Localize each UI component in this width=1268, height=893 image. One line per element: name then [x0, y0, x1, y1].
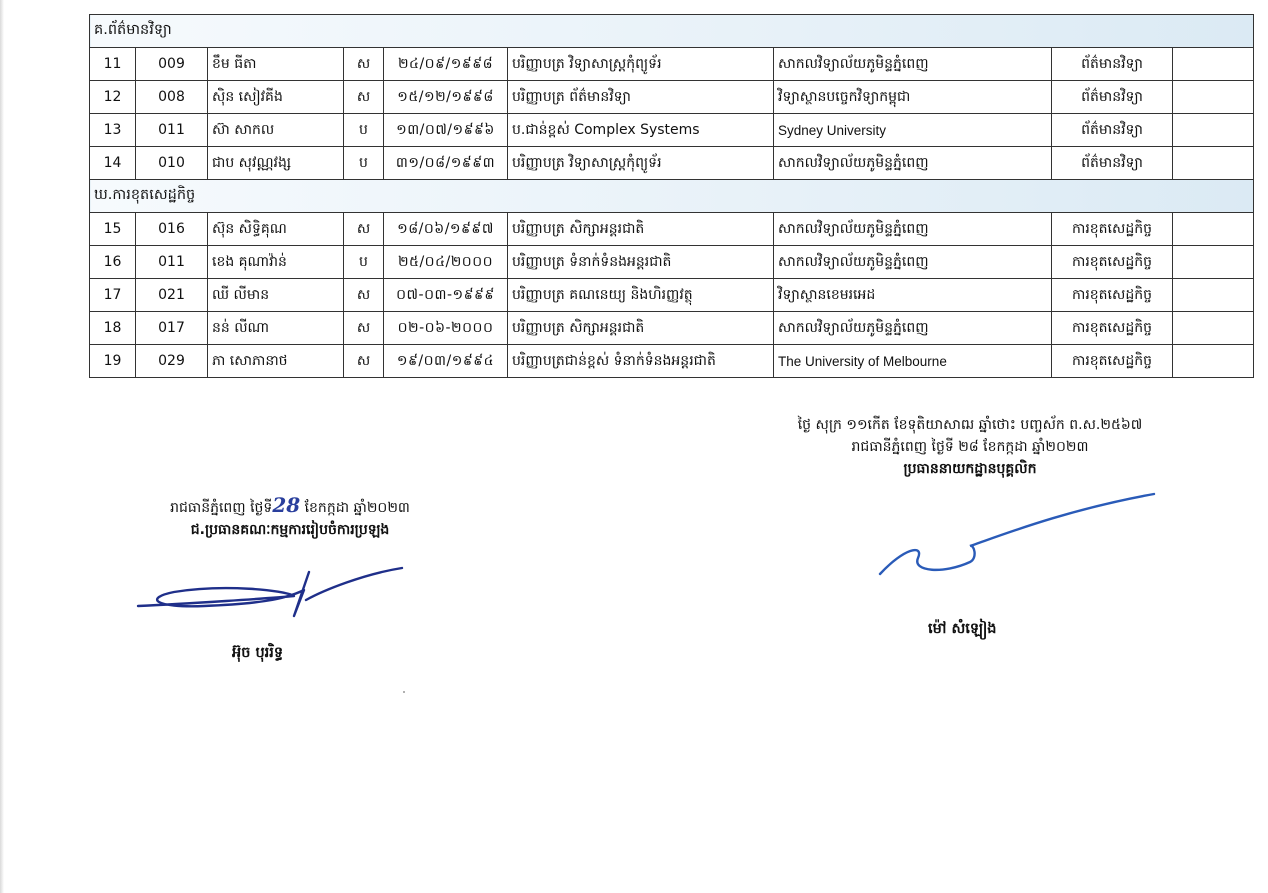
candidate-department: ការខុតសេដ្ឋកិច្ច [1052, 213, 1173, 246]
row-number: 14 [90, 147, 136, 180]
table-row [90, 246, 1254, 279]
signature-block-left [130, 494, 450, 541]
candidate-department: ការខុតសេដ្ឋកិច្ច [1052, 312, 1173, 345]
row-number: 16 [90, 246, 136, 279]
candidate-dob: ១៥/១២/១៩៩៨ [384, 81, 508, 114]
candidate-sex: ស [344, 312, 384, 345]
row-number: 18 [90, 312, 136, 345]
candidate-degree: បរិញ្ញាបត្រ ព័ត៌មានវិទ្យា [508, 81, 774, 114]
candidate-name: ឈី លីមាន [208, 279, 344, 312]
candidate-name: ស៊ុន សិទ្ធិគុណ [208, 213, 344, 246]
notes-cell [1173, 246, 1254, 279]
candidate-department: ព័ត៌មានវិទ្យា [1052, 114, 1173, 147]
candidate-institution: Sydney University [774, 114, 1052, 147]
candidate-id: 011 [136, 114, 208, 147]
candidate-sex: ស [344, 213, 384, 246]
candidate-dob: ០២-០៦-២០០០ [384, 312, 508, 345]
candidate-id: 009 [136, 48, 208, 81]
section-header-economics [90, 180, 1254, 213]
candidate-institution: សាកលវិទ្យាល័យភូមិន្ទភ្នំពេញ [774, 147, 1052, 180]
signer-name-left: អ៊ុច បុររិទ្ធ [232, 645, 284, 661]
candidate-dob: ១៨/០៦/១៩៩៧ [384, 213, 508, 246]
table-row [90, 114, 1254, 147]
candidate-degree: បរិញ្ញាបត្រជាន់ខ្ពស់ ទំនាក់ទំនងអន្តរជាតិ [508, 345, 774, 378]
signer-name-right: ម៉ៅ សំឡៀង [928, 621, 997, 637]
candidate-sex: ប [344, 147, 384, 180]
row-number: 13 [90, 114, 136, 147]
candidate-sex: ប [344, 114, 384, 147]
row-number: 17 [90, 279, 136, 312]
section-title: ឃ.ការខុតសេដ្ឋកិច្ច [90, 180, 1254, 213]
candidate-sex: ស [344, 81, 384, 114]
candidate-institution: The University of Melbourne [774, 345, 1052, 378]
table-row [90, 147, 1254, 180]
candidate-id: 010 [136, 147, 208, 180]
handwritten-day: 28 [272, 493, 301, 517]
date-line [130, 494, 450, 519]
candidate-degree: បរិញ្ញាបត្រ គណនេយ្យ និងហិរញ្ញវត្ថុ [508, 279, 774, 312]
candidate-institution: វិទ្យាស្ថានបច្ចេកវិទ្យាកម្ពុជា [774, 81, 1052, 114]
table-row [90, 312, 1254, 345]
candidate-department: ការខុតសេដ្ឋកិច្ច [1052, 246, 1173, 279]
table-row [90, 48, 1254, 81]
table-row [90, 279, 1254, 312]
candidate-dob: ១៣/០៧/១៩៩៦ [384, 114, 508, 147]
notes-cell [1173, 213, 1254, 246]
candidate-department: ព័ត៌មានវិទ្យា [1052, 81, 1173, 114]
candidate-institution: សាកលវិទ្យាល័យភូមិន្ទភ្នំពេញ [774, 246, 1052, 279]
notes-cell [1173, 345, 1254, 378]
signer-title: ជ.ប្រធានគណៈកម្មការរៀបចំការប្រឡង [190, 522, 390, 538]
candidate-id: 008 [136, 81, 208, 114]
candidate-sex: ស [344, 48, 384, 81]
candidate-department: ការខុតសេដ្ឋកិច្ច [1052, 345, 1173, 378]
notes-cell [1173, 81, 1254, 114]
table-row [90, 213, 1254, 246]
candidate-degree: បរិញ្ញាបត្រ វិទ្យាសាស្ត្រកុំព្យូទ័រ [508, 147, 774, 180]
candidate-institution: សាកលវិទ្យាល័យភូមិន្ទភ្នំពេញ [774, 213, 1052, 246]
candidate-degree: បរិញ្ញាបត្រ សិក្សាអន្តរជាតិ [508, 213, 774, 246]
candidate-department: ការខុតសេដ្ឋកិច្ច [1052, 279, 1173, 312]
candidate-name: ស៊ា សាកល [208, 114, 344, 147]
row-number: 11 [90, 48, 136, 81]
candidate-dob: ៣១/០៨/១៩៩៣ [384, 147, 508, 180]
candidate-degree: បរិញ្ញាបត្រ វិទ្យាសាស្ត្រកុំព្យូទ័រ [508, 48, 774, 81]
date-prefix: រាជធានីភ្នំពេញ ថ្ងៃទី [170, 500, 273, 516]
candidate-id: 017 [136, 312, 208, 345]
row-number: 19 [90, 345, 136, 378]
section-title: គ.ព័ត៌មានវិទ្យា [90, 15, 1254, 48]
candidate-department: ព័ត៌មានវិទ្យា [1052, 147, 1173, 180]
candidate-sex: ប [344, 246, 384, 279]
candidate-id: 016 [136, 213, 208, 246]
row-number: 12 [90, 81, 136, 114]
scan-speck [403, 691, 405, 693]
notes-cell [1173, 114, 1254, 147]
signature-left-handwritten [134, 560, 409, 630]
date-line: រាជធានីភ្នំពេញ ថ្ងៃទី ២៨ ខែកក្កដា ឆ្នាំ២០២៣ [851, 439, 1089, 455]
candidate-dob: ០៧-០៣-១៩៩៩ [384, 279, 508, 312]
notes-cell [1173, 48, 1254, 81]
candidate-dob: ២៤/០៩/១៩៩៨ [384, 48, 508, 81]
candidate-name: ភា សោភានាថ [208, 345, 344, 378]
candidate-name: ស៊ិន សៀវគីង [208, 81, 344, 114]
signature-right-handwritten [874, 488, 1164, 588]
candidate-sex: ស [344, 345, 384, 378]
date-suffix: ខែកក្កដា ឆ្នាំ២០២៣ [300, 500, 410, 516]
candidate-name: ជាប សុវណ្ណវង្ស [208, 147, 344, 180]
candidate-institution: សាកលវិទ្យាល័យភូមិន្ទភ្នំពេញ [774, 48, 1052, 81]
candidate-sex: ស [344, 279, 384, 312]
candidate-id: 029 [136, 345, 208, 378]
candidate-name: ខេង គុណាវ៉ាន់ [208, 246, 344, 279]
table-row [90, 81, 1254, 114]
notes-cell [1173, 312, 1254, 345]
signature-block-right [780, 414, 1160, 480]
table-row [90, 345, 1254, 378]
lunar-date-line: ថ្ងៃ សុក្រ ១១កើត ខែទុតិយាសាឍ ឆ្នាំថោះ បញ្ចស័ក ព.ស.២៥៦៧ [797, 417, 1143, 433]
candidate-dob: ២៥/០៤/២០០០ [384, 246, 508, 279]
signer-title: ប្រធាននាយកដ្ឋានបុគ្គលិក [903, 461, 1037, 477]
candidate-id: 011 [136, 246, 208, 279]
candidate-id: 021 [136, 279, 208, 312]
candidate-degree: បរិញ្ញាបត្រ សិក្សាអន្តរជាតិ [508, 312, 774, 345]
notes-cell [1173, 147, 1254, 180]
row-number: 15 [90, 213, 136, 246]
candidate-department: ព័ត៌មានវិទ្យា [1052, 48, 1173, 81]
candidate-name: ខឹម ធីតា [208, 48, 344, 81]
section-header-it [90, 15, 1254, 48]
candidate-institution: វិទ្យាស្ថានខេមរអេដ [774, 279, 1052, 312]
candidate-table [89, 14, 1254, 378]
candidate-degree: បរិញ្ញាបត្រ ទំនាក់ទំនងអន្តរជាតិ [508, 246, 774, 279]
candidate-degree: ប.ជាន់ខ្ពស់ Complex Systems [508, 114, 774, 147]
scan-page-edge [0, 0, 4, 893]
candidate-institution: សាកលវិទ្យាល័យភូមិន្ទភ្នំពេញ [774, 312, 1052, 345]
candidate-dob: ១៩/០៣/១៩៩៤ [384, 345, 508, 378]
notes-cell [1173, 279, 1254, 312]
candidate-name: នន់ លីណា [208, 312, 344, 345]
